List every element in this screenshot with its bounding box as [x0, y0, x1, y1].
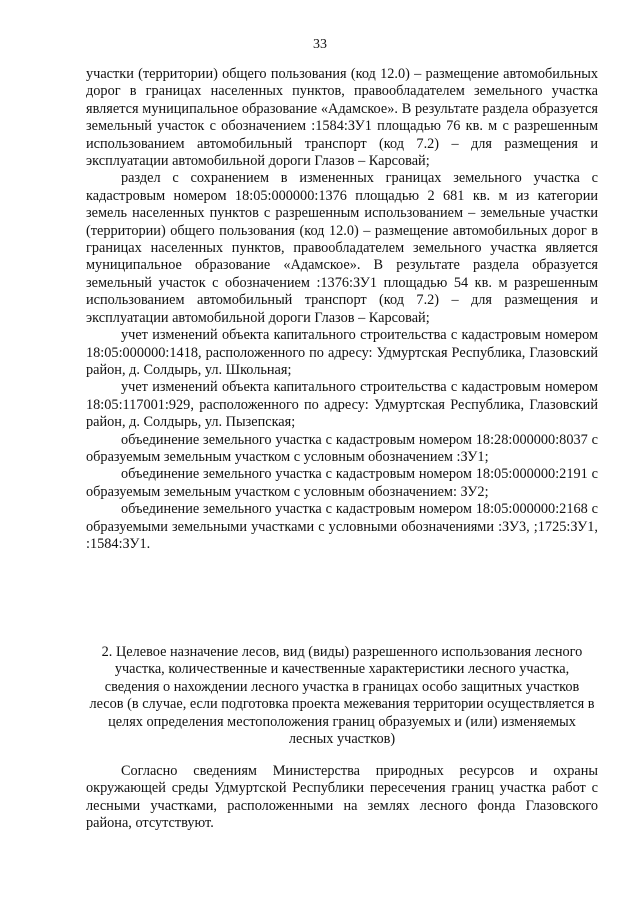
paragraph-merge-2191: объединение земельного участка с кадастровым номером 18:05:000000:2191 с образуемым земельным участком с условным обозначением: ЗУ2; — [86, 466, 598, 500]
paragraph-merge-2168: объединение земельного участка с кадастровым номером 18:05:000000:2168 с образуемыми земельными участками с условными обозначениями :ЗУ3, ;1725:ЗУ1, :1584:ЗУ1. — [86, 501, 598, 552]
page-number: 33 — [313, 37, 327, 52]
body-text — [86, 66, 598, 553]
section-heading: 2. Целевое назначение лесов, вид (виды) разрешенного использования лесного участка, количественные и качественные характеристики лесного участка, сведения о нахождении лесного участка в границах особо защитных участков лесов (в случае, если подготовка проекта межевания территории осуществляется в целях определения местоположения границ образуемых и (или) изменяемых лесных участков) — [89, 644, 595, 748]
paragraph-capital-object-1418: учет изменений объекта капитального строительства с кадастровым номером 18:05:000000:1418, расположенного по адресу: Удмуртская Республика, Глазовский район, д. Солдырь, ул. Школьная; — [86, 327, 598, 378]
closing-paragraph: Согласно сведениям Министерства природных ресурсов и охраны окружающей среды Удмуртской Республики пересечения границ участка работ с лесными участками, расположенными на землях лесного фонда Глазовского района, отсутствуют. — [86, 763, 598, 832]
paragraph-capital-object-929: учет изменений объекта капитального строительства с кадастровым номером 18:05:117001:929, расположенного по адресу: Удмуртская Республика, Глазовский район, д. Солдырь, ул. Пызепская; — [86, 379, 598, 431]
paragraph-public-land-1584: участки (территории) общего пользования (код 12.0) – размещение автомобильных дорог в границах населенных пунктов, правообладателем земельного участка является муниципальное образование «Адамское». В результате раздела образуется земельный участок с обозначением :1584:ЗУ1 площадью 76 кв. м с разрешенным использованием автомобильный транспорт (код 7.2) – для размещения и эксплуатации автомобильной дороги Глазов – Карсовай; — [86, 66, 598, 170]
paragraph-merge-8037: объединение земельного участка с кадастровым номером 18:28:000000:8037 с образуемым земельным участком с условным обозначением :ЗУ1; — [86, 431, 598, 465]
paragraph-division-1376: раздел с сохранением в измененных границах земельного участка с кадастровым номером 18:05:000000:1376 площадью 2 681 кв. м из категории земель населенных пунктов с разрешенным использованием – земельные участки (территории) общего пользования (код 12.0) – размещение автомобильных дорог в границах населенных пунктов, правообладателем земельного участка является муниципальное образование «Адамское». В результате раздела образуется земельный участок с обозначением :1376:ЗУ1 площадью 54 кв. м разрешенным использованием автомобильный транспорт (код 7.2) – для размещения и эксплуатации автомобильной дороги Глазов – Карсовай; — [86, 170, 598, 326]
